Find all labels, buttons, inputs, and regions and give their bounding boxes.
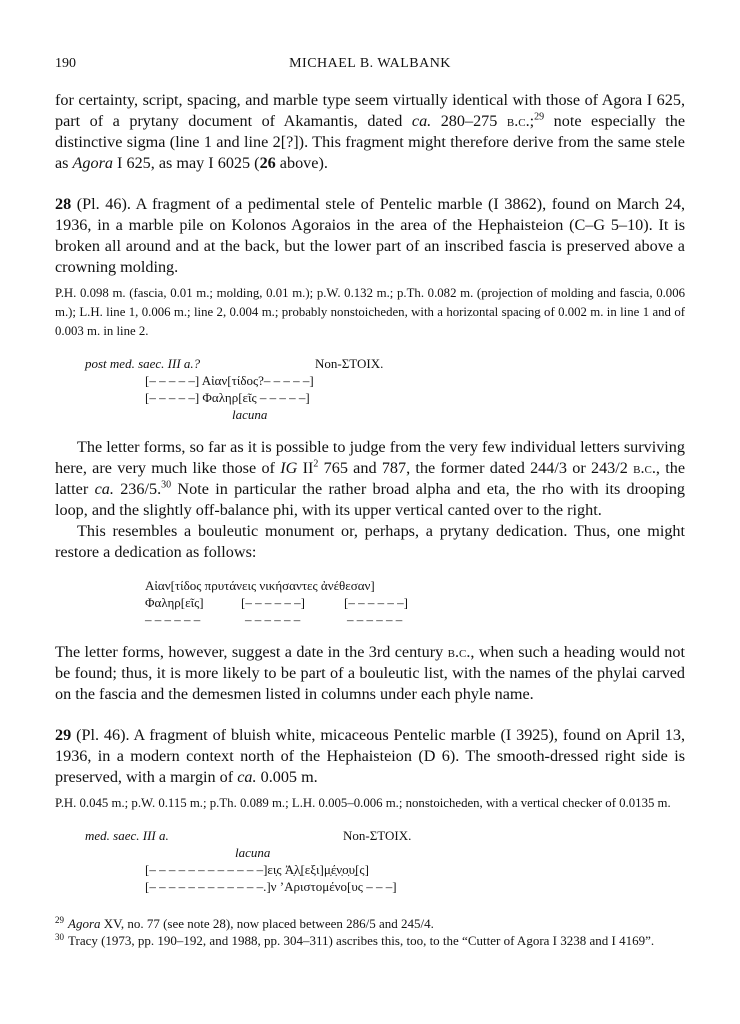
entry-number: 28	[55, 195, 72, 213]
lacuna-label: lacuna	[235, 845, 271, 860]
style-label: Non-ΣΤΟΙΧ.	[315, 356, 384, 371]
running-title: MICHAEL B. WALBANK	[289, 56, 451, 71]
inscription-line: [– – – – – – – – – – – –.]ν ʼΑριστομένο[υς – – –]	[145, 879, 397, 894]
page	[55, 56, 685, 949]
entry-number: 29	[55, 726, 72, 744]
inscription-line: [– – – – –] Φαληρ[εῖς – – – – –]	[145, 390, 310, 405]
entry-28-paragraph-3: The letter forms, however, suggest a date in the 3rd century b.c., when such a heading would not be found; thus, it is more likely to be part of a bouleutic list, with the names of the phylai carved on the fascia and the demesmen listed in columns under each phyle name.	[55, 643, 685, 703]
footnotes	[55, 915, 685, 949]
restoration-cell: [– – – – – –]	[241, 595, 305, 610]
restoration-cell: [– – – – – –]	[344, 595, 408, 610]
footnote-ref-30[interactable]: 30	[161, 479, 172, 491]
inscription-29	[55, 827, 685, 895]
footnote-ref-29[interactable]: 29	[534, 111, 545, 123]
style-label: Non-ΣΤΟΙΧ.	[343, 828, 412, 843]
inscription-28	[55, 355, 685, 423]
inscription-line: [– – – – – – – – – – – –]ει̣ς Ἀ̣λ̣[εξι]μ̣έ̣ν̣ο̣υ̣[ς]	[145, 862, 369, 877]
restoration-cell: Φαληρ[εῖς]	[145, 595, 204, 610]
page-number: 190	[55, 56, 76, 71]
date-label: med. saec. III a.	[85, 828, 169, 843]
inscription-line: [– – – – –] Αἰαν[τίδος?– – – – –]	[145, 373, 314, 388]
restoration-cell: – – – – – –	[145, 612, 201, 627]
entry-28-heading: 28 (Pl. 46). A fragment of a pedimental stele of Pentelic marble (I 3862), found on March 24, 1936, in a marble pile on Kolonos Agoraios in the area of the Hephaisteion (C–G 5–10). It is broken all around and at the back, but the lower part of an inscribed fascia is preserved above a crowning molding.	[55, 195, 685, 276]
page-header	[55, 56, 685, 78]
restoration-cell: – – – – – –	[245, 612, 301, 627]
entry-28-paragraph-2: This resembles a bouleutic monument or, perhaps, a prytany dedication. Thus, one might restore a dedication as follows:	[55, 522, 685, 561]
intro-paragraph: for certainty, script, spacing, and marble type seem virtually identical with those of Agora I 625, part of a prytany document of Akamantis, dated ca. 280–275 b.c.;$^{29}$ note especially the distinctive sigma (line 1 and line 2[?]). This fragment might therefore derive from the same stele as Agora I 625, as may I 6025 (26 above).	[55, 91, 685, 172]
entry-28-description: P.H. 0.098 m. (fascia, 0.01 m.; molding, 0.01 m.); p.W. 0.132 m.; p.Th. 0.082 m. (projection of molding and fascia, 0.006 m.); L.H. line 1, 0.006 m.; line 2, 0.004 m.; probably nonstoicheden, with a horizontal spacing of 0.002 m. in line 1 and of 0.003 m. in line 2.	[55, 286, 685, 338]
lacuna-label: lacuna	[232, 407, 268, 422]
restoration-cell: – – – – – –	[347, 612, 403, 627]
entry-28-paragraph-1: The letter forms, so far as it is possible to judge from the very few individual letters surviving here, are very much like those of IG $II^2$ 765 and 787, the former dated 244/3 or 243/2 b.c., the latter ca. 236/5.30 Note in particular the rather broad alpha and eta, the rho with its drooping loop, and the slightly off-balance phi, with its upper vertical canted over to the right.	[55, 438, 686, 519]
entry-29-heading: 29 (Pl. 46). A fragment of bluish white, micaceous Pentelic marble (I 3925), found on April 13, 1936, in a modern context north of the Hephaisteion (D 6). The smooth-dressed right side is preserved, with a margin of ca. 0.005 m.	[55, 726, 685, 786]
footnote-29: $^{29}$ Agora XV, no. 77 (see note 28), now placed between 286/5 and 245/4.	[55, 914, 434, 931]
restoration-line: Αἰαν[τίδος πρυτάνεις νικήσαντες ἀνέθεσαν]	[145, 578, 375, 593]
footnote-30: $^{30}$ Tracy (1973, pp. 190–192, and 1988, pp. 304–311) ascribes this, too, to the “Cutter of Agora I 3238 and I 4169”.	[55, 931, 655, 948]
date-label: post med. saec. III a.?	[85, 356, 201, 371]
restoration-text	[55, 577, 685, 628]
entry-29-description: P.H. 0.045 m.; p.W. 0.115 m.; p.Th. 0.089 m.; L.H. 0.005–0.006 m.; nonstoicheden, with a vertical checker of 0.0135 m.	[55, 796, 671, 810]
